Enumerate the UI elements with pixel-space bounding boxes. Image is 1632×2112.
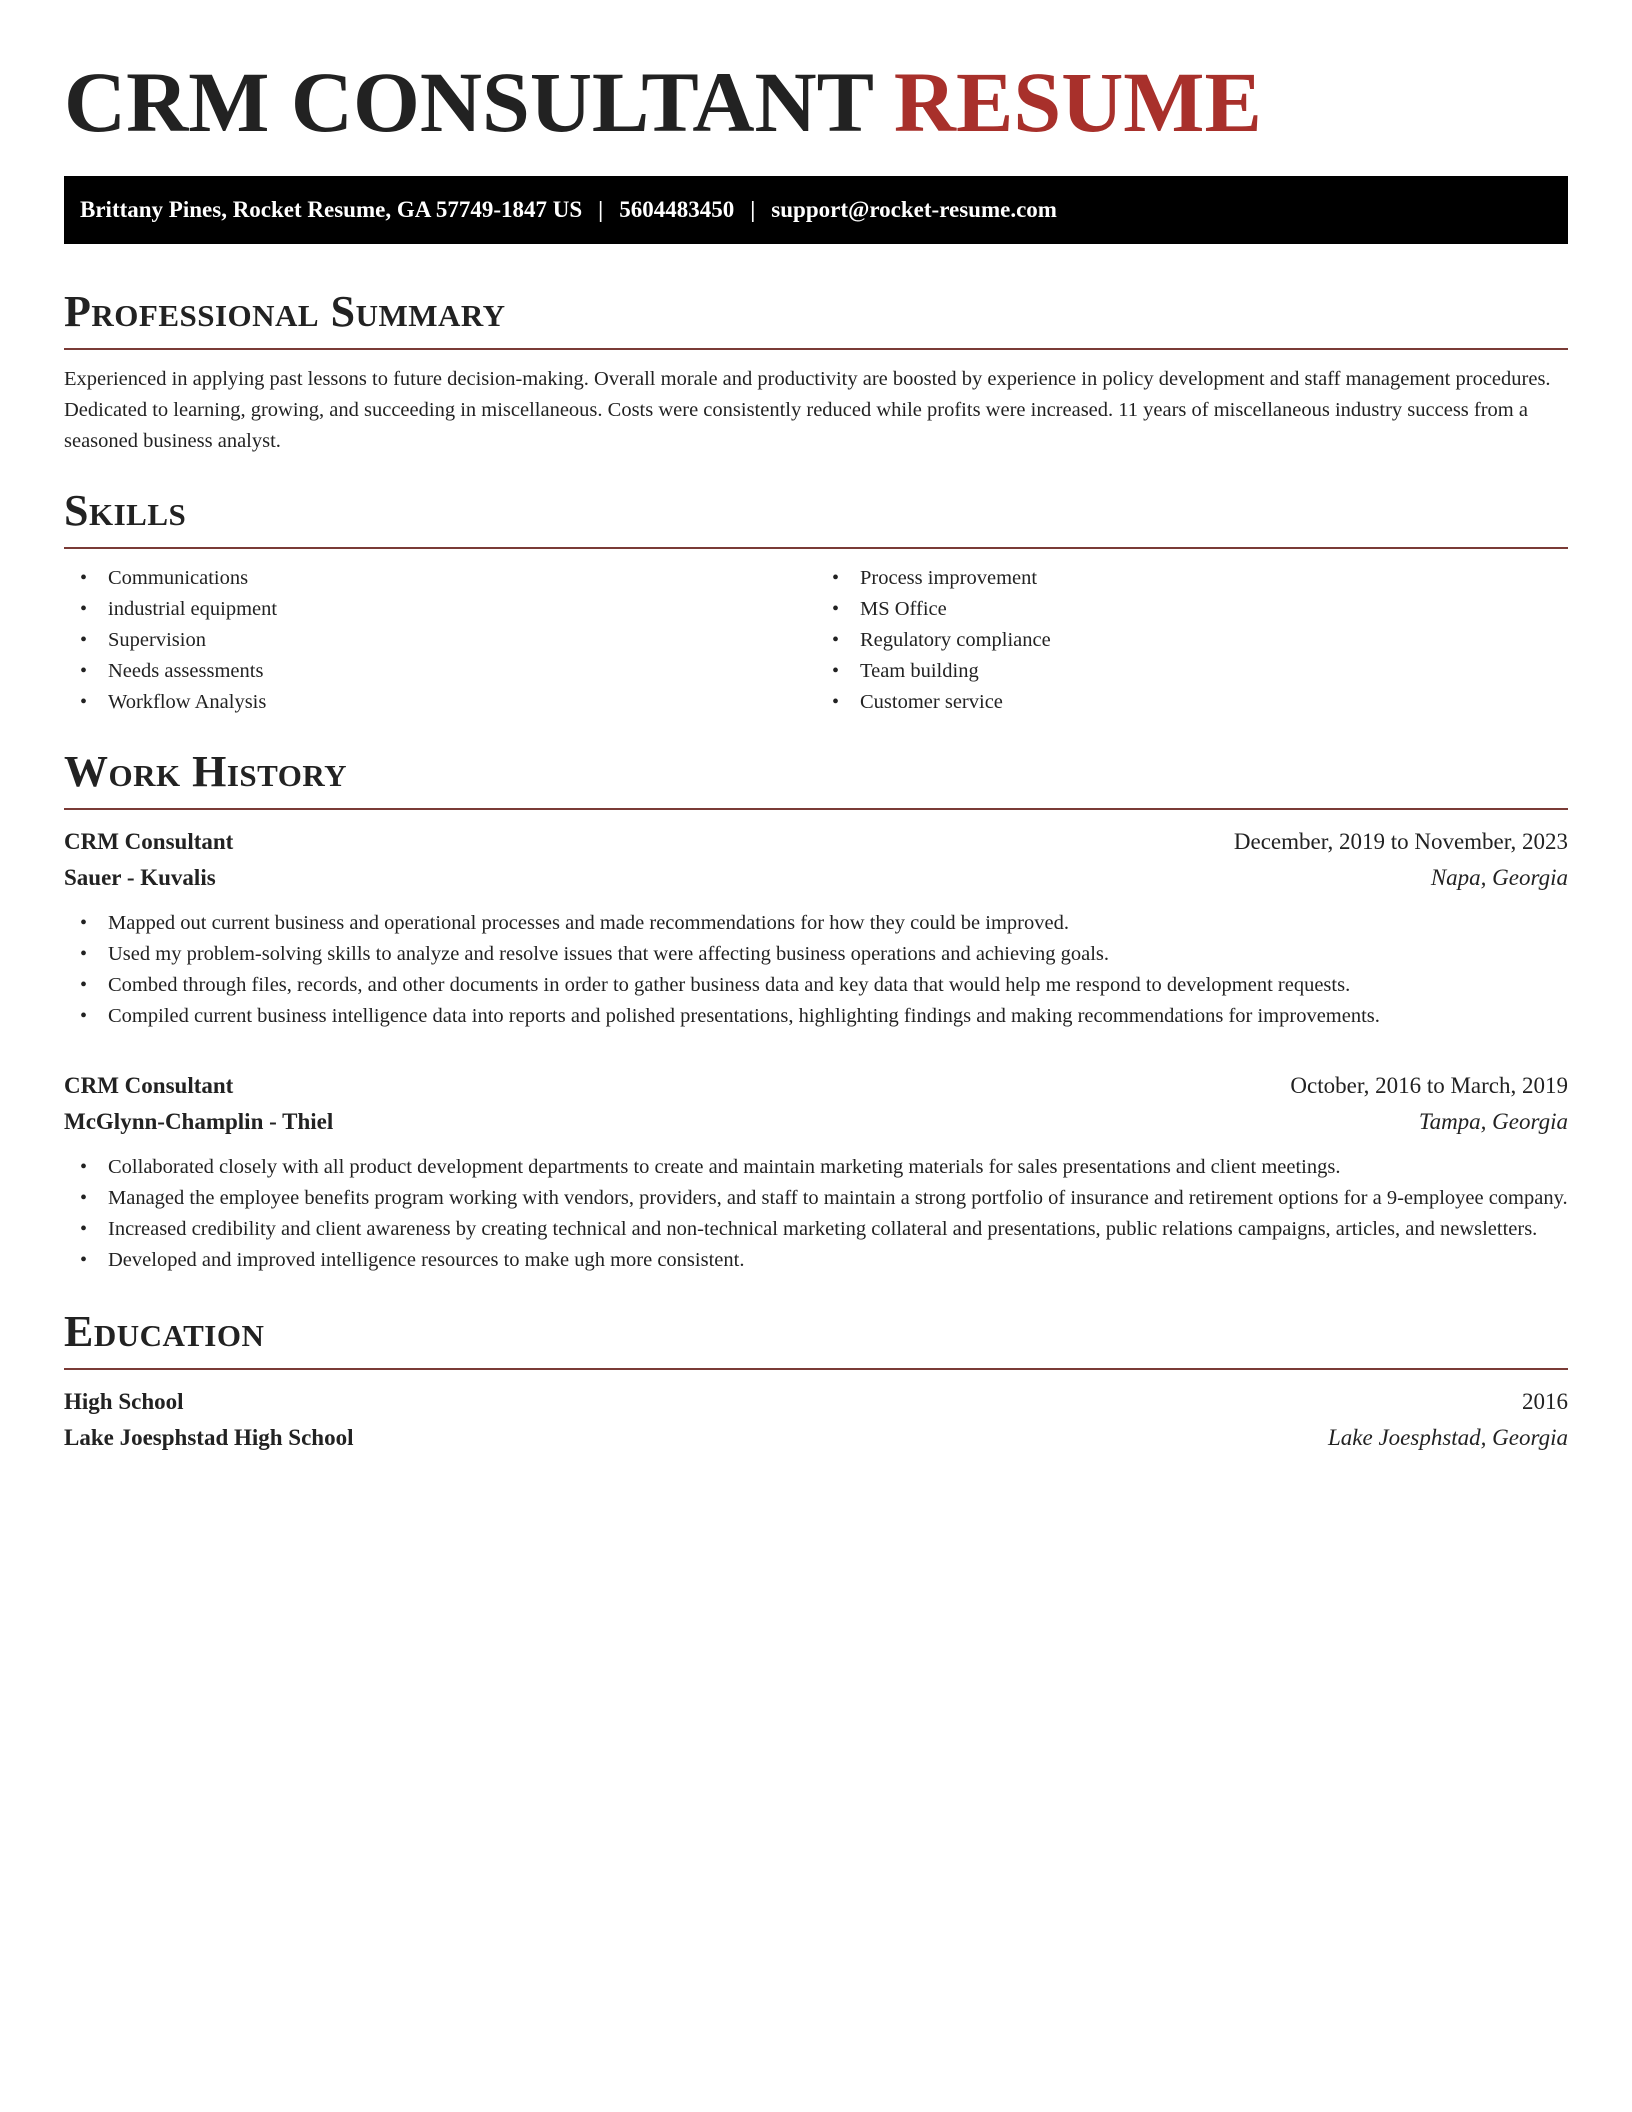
job-bullet: • Used my problem-solving skills to analyze and resolve issues that were affecting business operations and achieving goals. <box>80 939 1568 970</box>
summary-section <box>64 286 1568 457</box>
skill-item: • Regulatory compliance <box>832 625 1568 656</box>
job-bullet: • Compiled current business intelligence data into reports and polished presentations, highlighting findings and making recommendations for improvements. <box>80 1001 1568 1032</box>
contact-phone: 5604483450 <box>619 197 735 222</box>
skill-item: • Team building <box>832 656 1568 687</box>
skills-column-left <box>64 563 816 718</box>
education-section <box>64 1306 1568 1456</box>
job-company: McGlynn-Champlin - Thiel <box>64 1109 334 1134</box>
contact-separator: | <box>598 197 604 222</box>
section-divider <box>64 348 1568 350</box>
job-title-row <box>64 824 1568 860</box>
job-bullet: • Combed through files, records, and other documents in order to gather business data and key data that would help me respond to development requests. <box>80 970 1568 1001</box>
contact-email: support@rocket-resume.com <box>771 197 1057 222</box>
skill-item: • industrial equipment <box>80 594 816 625</box>
work-history-section <box>64 746 1568 1276</box>
job-bullet: • Developed and improved intelligence resources to make ugh more consistent. <box>80 1245 1568 1276</box>
education-school: Lake Joesphstad High School <box>64 1425 354 1450</box>
job-company: Sauer - Kuvalis <box>64 865 216 890</box>
job-title: CRM Consultant <box>64 829 234 854</box>
skill-item: • Process improvement <box>832 563 1568 594</box>
contact-address: Brittany Pines, Rocket Resume, GA 57749-1847 US <box>80 197 583 222</box>
job-bullet: • Managed the employee benefits program working with vendors, providers, and staff to maintain a strong portfolio of insurance and retirement options for a 9-employee company. <box>80 1183 1568 1214</box>
education-entry <box>64 1384 1568 1456</box>
education-degree: High School <box>64 1389 184 1414</box>
job-title-row <box>64 1068 1568 1104</box>
title-accent: RESUME <box>893 54 1262 150</box>
contact-separator: | <box>750 197 756 222</box>
job-company-row <box>64 1104 1568 1140</box>
section-divider <box>64 808 1568 810</box>
skill-item: • Workflow Analysis <box>80 687 816 718</box>
education-heading: Education <box>64 1307 265 1356</box>
job-entry <box>64 824 1568 1032</box>
job-title: CRM Consultant <box>64 1073 234 1098</box>
section-divider <box>64 1368 1568 1370</box>
work-history-heading: Work History <box>64 747 348 796</box>
job-location: Napa, Georgia <box>1430 865 1568 890</box>
skills-heading: Skills <box>64 486 187 535</box>
job-dates: December, 2019 to November, 2023 <box>1233 829 1568 854</box>
job-location: Tampa, Georgia <box>1418 1109 1568 1134</box>
summary-text: Experienced in applying past lessons to future decision-making. Overall morale and productivity are boosted by experience in policy development and staff management procedures. Dedicated to learning, growing, and succeeding in miscellaneous. Costs were consistently reduced while profits were increased. 11 years of miscellaneous industry success from a seasoned business analyst. <box>64 368 1551 452</box>
job-dates: October, 2016 to March, 2019 <box>1290 1073 1568 1098</box>
resume-title <box>64 52 1568 152</box>
summary-heading: Professional Summary <box>64 287 506 336</box>
job-bullet: • Increased credibility and client awareness by creating technical and non-technical marketing collateral and presentations, public relations campaigns, articles, and newsletters. <box>80 1214 1568 1245</box>
contact-bar <box>64 176 1568 244</box>
skill-item: • Customer service <box>832 687 1568 718</box>
skills-section <box>64 485 1568 718</box>
skills-column-right <box>816 563 1568 718</box>
skill-item: • Needs assessments <box>80 656 816 687</box>
job-entry <box>64 1068 1568 1276</box>
title-main: CRM CONSULTANT <box>64 54 873 150</box>
education-year: 2016 <box>1522 1389 1568 1414</box>
section-divider <box>64 547 1568 549</box>
job-bullets <box>64 1152 1568 1276</box>
education-location: Lake Joesphstad, Georgia <box>1328 1425 1568 1450</box>
education-school-row <box>64 1420 1568 1456</box>
skill-item: • MS Office <box>832 594 1568 625</box>
skill-item: • Communications <box>80 563 816 594</box>
skill-item: • Supervision <box>80 625 816 656</box>
education-degree-row <box>64 1384 1568 1420</box>
job-company-row <box>64 860 1568 896</box>
job-bullet: • Mapped out current business and operational processes and made recommendations for how they could be improved. <box>80 908 1568 939</box>
job-bullets <box>64 908 1568 1032</box>
skills-grid <box>64 563 1568 718</box>
job-bullet: • Collaborated closely with all product development departments to create and maintain marketing materials for sales presentations and client meetings. <box>80 1152 1568 1183</box>
